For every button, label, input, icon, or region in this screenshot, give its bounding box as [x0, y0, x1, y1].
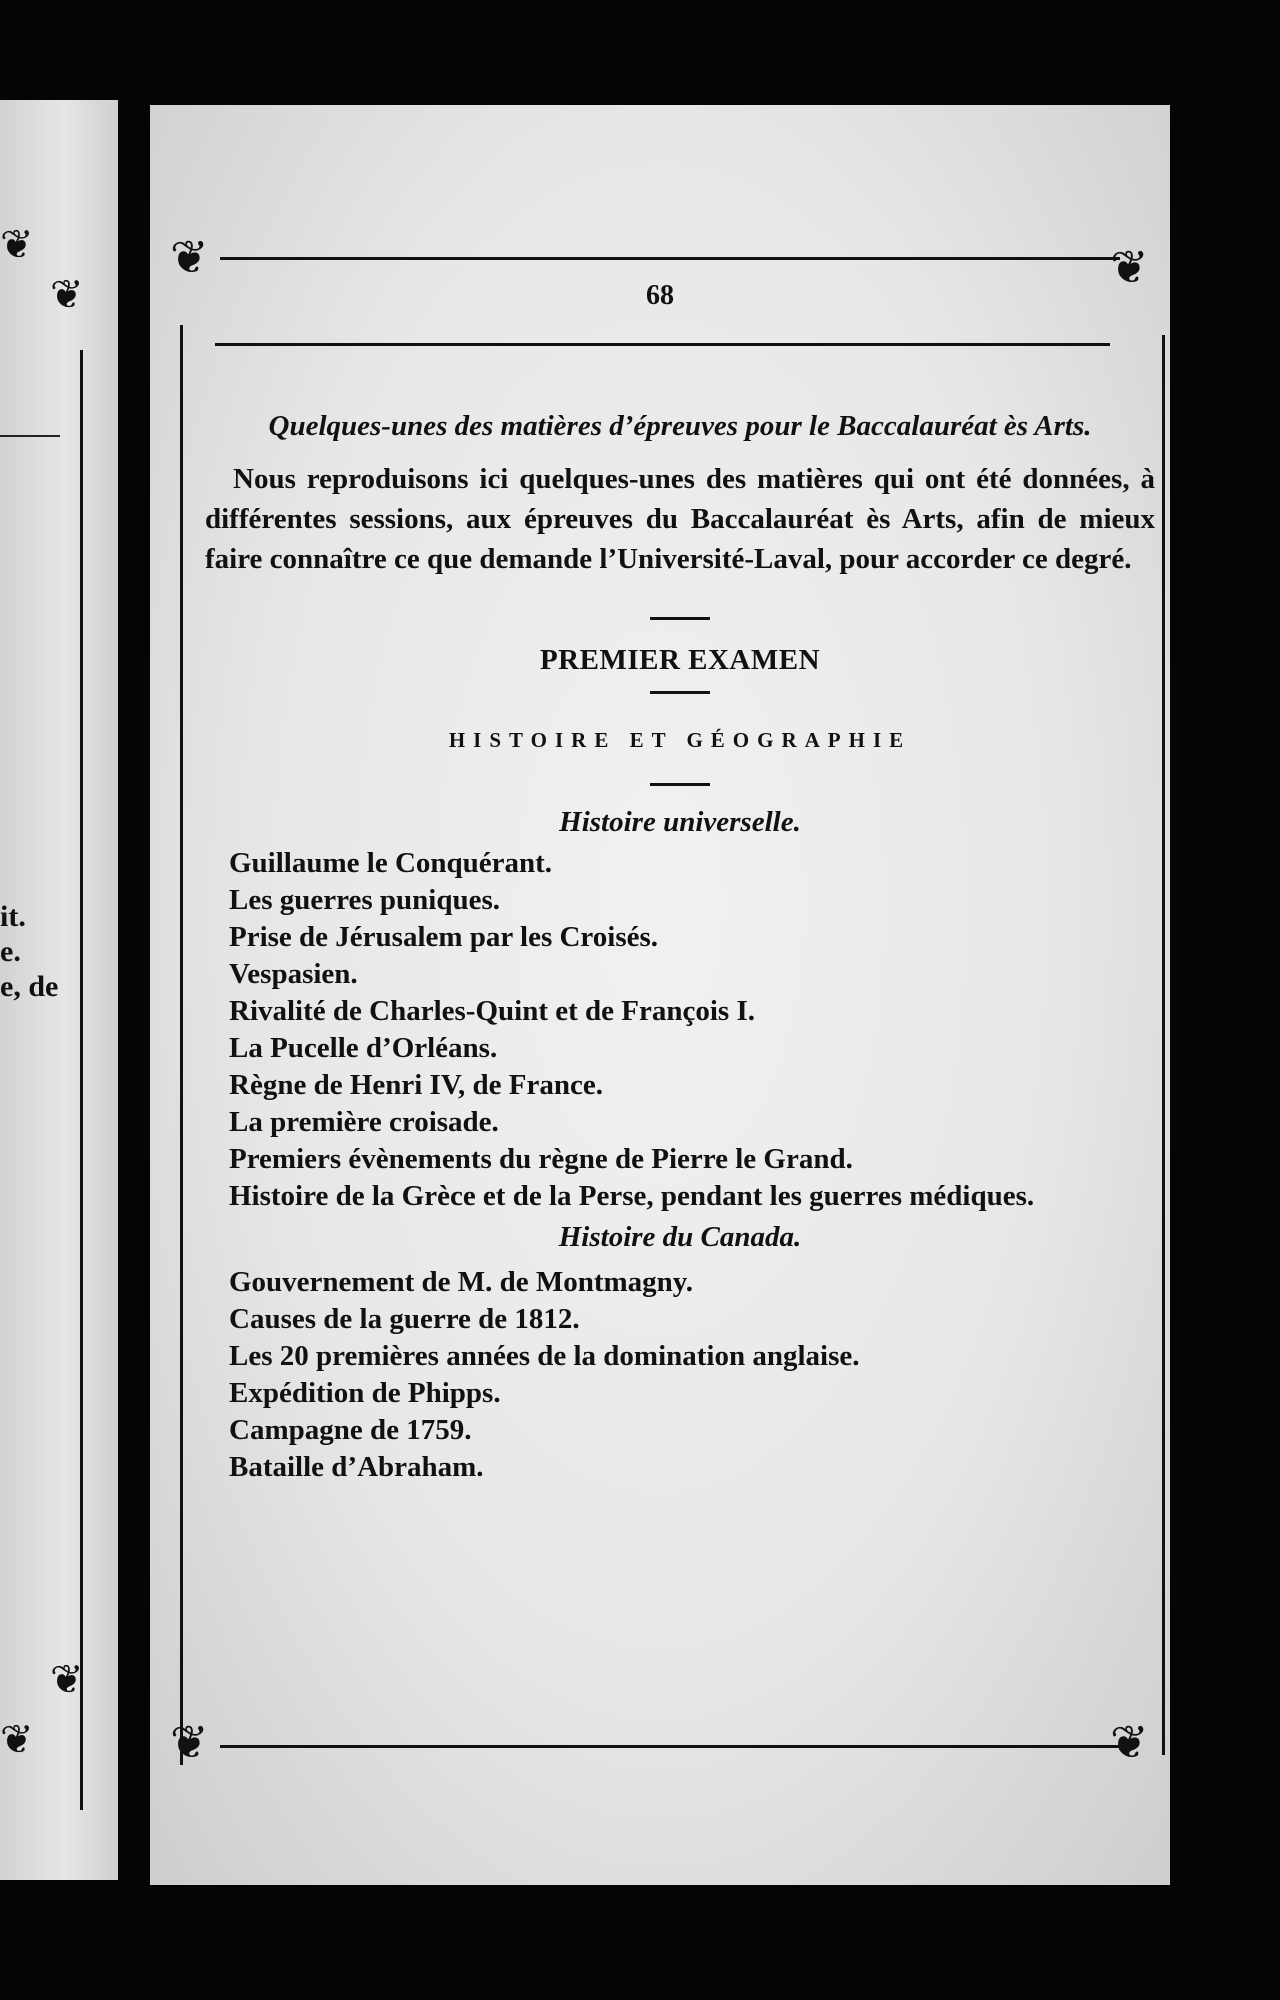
list-item: Bataille d’Abraham.: [229, 1451, 484, 1483]
divider: [650, 691, 710, 694]
corner-ornament-icon: ❦: [170, 1717, 209, 1768]
list-item: Règne de Henri IV, de France.: [229, 1069, 603, 1101]
header-rule: [215, 343, 1110, 346]
topic-list: [205, 1264, 1155, 1486]
corner-ornament-icon: ❦: [1110, 242, 1149, 293]
ornament-icon: ❦: [0, 222, 34, 267]
previous-page-frame: [80, 350, 83, 1810]
previous-page-text: e.: [0, 935, 21, 968]
frame-right-border: [1162, 335, 1165, 1755]
section-heading: PREMIER EXAMEN: [539, 644, 821, 676]
frame-bottom-border: [220, 1745, 1120, 1748]
previous-page-text: e, de: [0, 970, 59, 1003]
previous-page-text: it.: [0, 900, 26, 933]
topic-list: [205, 845, 1155, 1215]
list-item: Prise de Jérusalem par les Croisés.: [229, 921, 659, 953]
frame-top-border: [220, 257, 1120, 260]
page-content: [205, 405, 1155, 1486]
divider: [650, 617, 710, 620]
previous-page-rule: [0, 435, 60, 437]
intro-paragraph: Nous reproduisons ici quelques-unes des matières qui ont été données, à différentes sessions, aux épreuves du Baccalauréat ès Arts, afin de mieux faire connaître ce que demande l’Université-Laval, pour accorder ce degré.: [205, 463, 1155, 575]
frame-left-border: [180, 325, 183, 1765]
list-item: Causes de la guerre de 1812.: [229, 1303, 580, 1335]
document-page: [150, 105, 1170, 1885]
list-item: Gouvernement de M. de Montmagny.: [229, 1266, 693, 1298]
list-item: Histoire de la Grèce et de la Perse, pendant les guerres médiques.: [229, 1180, 1035, 1212]
ornament-icon: ❦: [0, 1717, 34, 1762]
list-item: Campagne de 1759.: [229, 1414, 472, 1446]
list-item: Les 20 premières années de la domination anglaise.: [229, 1340, 860, 1372]
corner-ornament-icon: ❦: [1110, 1717, 1149, 1768]
ornament-icon: ❦: [50, 272, 84, 317]
ornament-icon: ❦: [50, 1657, 84, 1702]
list-item: La première croisade.: [229, 1106, 499, 1138]
list-item: Les guerres puniques.: [229, 884, 500, 916]
list-item: Premiers évènements du règne de Pierre le Grand.: [229, 1143, 853, 1175]
list-item: Guillaume le Conquérant.: [229, 847, 553, 879]
list-item: Vespasien.: [229, 958, 358, 990]
list-item: La Pucelle d’Orléans.: [229, 1032, 498, 1064]
subheading: HISTOIRE ET GÉOGRAPHIE: [448, 728, 912, 752]
topic-heading: Histoire du Canada.: [558, 1221, 802, 1253]
page-title: Quelques-unes des matières d’épreuves pour le Baccalauréat ès Arts.: [268, 410, 1092, 442]
previous-page-edge: [0, 100, 118, 1880]
list-item: Rivalité de Charles-Quint et de François I.: [229, 995, 755, 1027]
corner-ornament-icon: ❦: [170, 232, 209, 283]
list-item: Expédition de Phipps.: [229, 1377, 501, 1409]
divider: [650, 783, 710, 786]
topic-heading: Histoire universelle.: [559, 806, 801, 838]
page-number: 68: [646, 280, 674, 311]
